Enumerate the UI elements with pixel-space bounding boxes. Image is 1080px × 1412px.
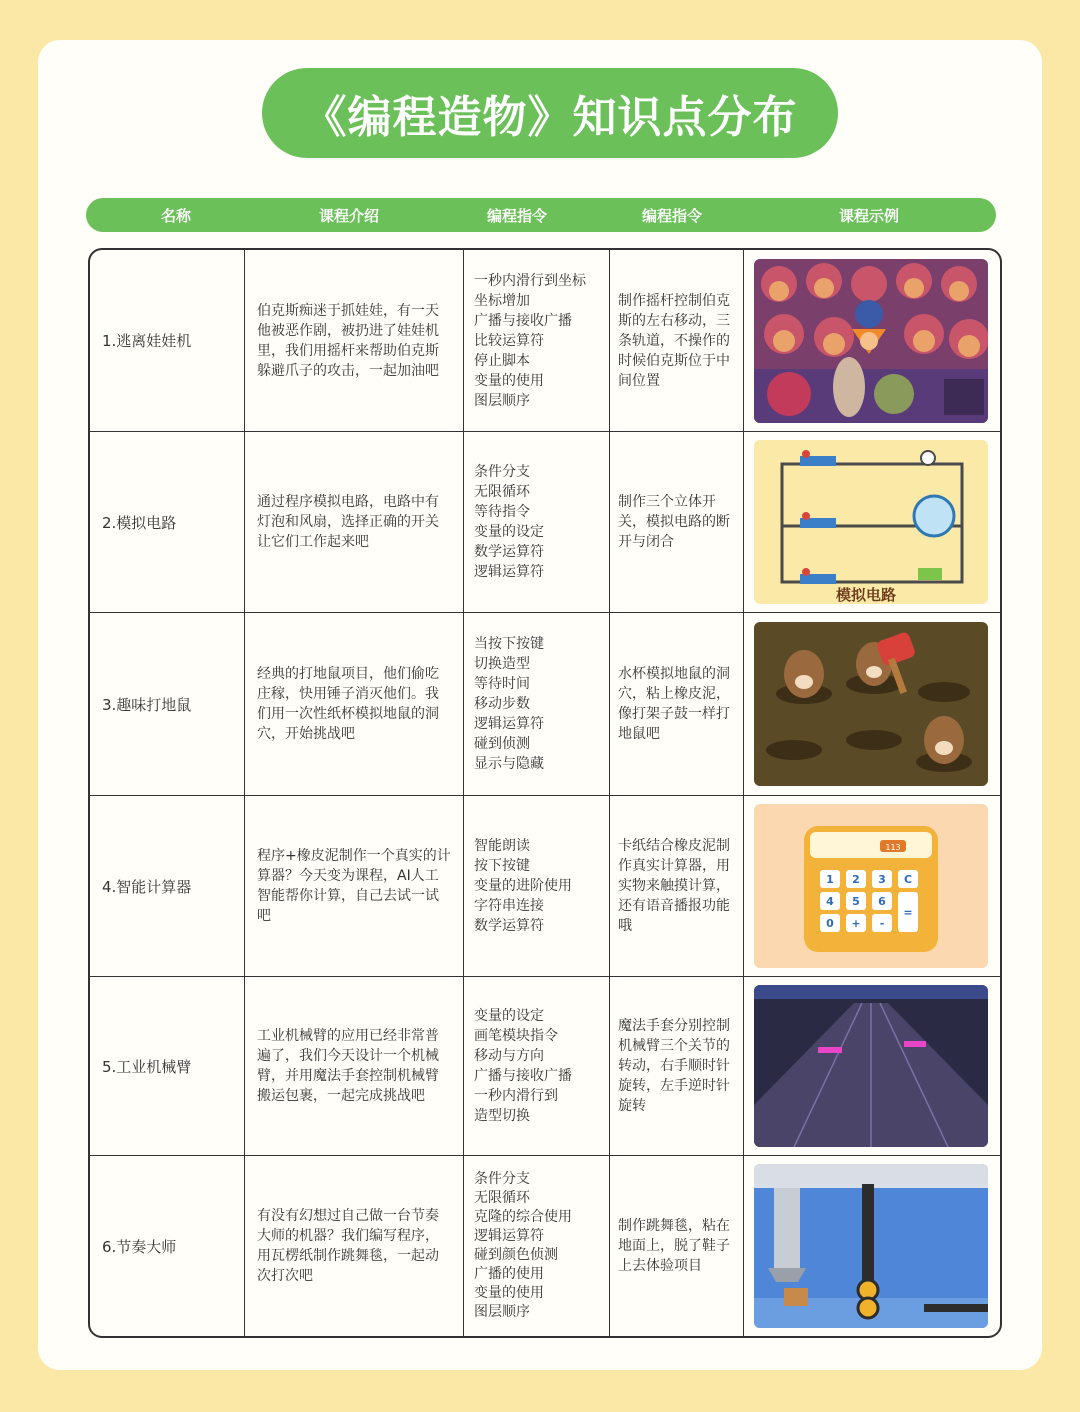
command-item: 广播的使用 — [474, 1266, 544, 1282]
course-description: 卡纸结合橡皮泥制作真实计算器，用实物来触摸计算，还有语音播报功能哦 — [610, 796, 744, 977]
command-list — [464, 432, 610, 613]
calc-key: 5 — [852, 895, 860, 908]
calc-key: 3 — [878, 873, 886, 886]
command-item: 显示与隐藏 — [474, 756, 544, 772]
command-item: 广播与接收广播 — [474, 312, 572, 329]
course-intro: 工业机械臂的应用已经非常普遍了，我们今天设计一个机械臂，并用魔法手套控制机械臂搬运包裹，一起完成挑战吧 — [245, 977, 464, 1156]
course-intro: 有没有幻想过自己做一台节奏大师的机器？我们编写程序，用瓦楞纸制作跳舞毯，一起动次打次吧 — [245, 1156, 464, 1336]
header-intro: 课程介绍 — [318, 206, 379, 225]
command-item: 条件分支 — [474, 1171, 530, 1187]
header-commands-2: 编程指令 — [641, 206, 702, 225]
command-item: 变量的设定 — [474, 1008, 544, 1024]
command-item: 移动与方向 — [474, 1048, 544, 1064]
command-item: 智能朗读 — [474, 838, 530, 854]
course-description: 制作摇杆控制伯克斯的左右移动，三条轨道，不操作的时候伯克斯位于中间位置 — [610, 250, 744, 432]
course-description: 水杯模拟地鼠的洞穴，粘上橡皮泥，像打架子鼓一样打地鼠吧 — [610, 613, 744, 796]
command-item: 图层顺序 — [474, 1304, 530, 1320]
calc-display: 113 — [885, 843, 901, 852]
command-item: 变量的设定 — [474, 524, 544, 540]
calc-key: 1 — [826, 873, 834, 886]
command-item: 无限循环 — [474, 484, 530, 500]
calc-key: 4 — [826, 895, 834, 908]
command-item: 停止脚本 — [474, 352, 530, 369]
table-row — [90, 796, 1000, 977]
command-item: 逻辑运算符 — [474, 1228, 544, 1244]
example-cell — [744, 796, 1000, 977]
command-item: 碰到颜色侦测 — [474, 1247, 558, 1263]
course-name: 2.模拟电路 — [90, 432, 245, 613]
circuit-caption: 模拟电路 — [836, 586, 897, 604]
command-item: 广播与接收广播 — [474, 1068, 572, 1084]
header-name: 名称 — [160, 206, 191, 225]
command-item: 一秒内滑行到坐标 — [474, 272, 586, 289]
calc-key: - — [879, 917, 885, 930]
course-name: 1.逃离娃娃机 — [90, 250, 245, 432]
command-item: 移动步数 — [474, 696, 530, 712]
table-row — [90, 432, 1000, 613]
command-item: 字符串连接 — [474, 898, 544, 914]
command-item: 坐标增加 — [474, 292, 530, 309]
whack-a-mole-image — [754, 622, 988, 786]
page-title: 《编程造物》知识点分布 — [262, 68, 838, 158]
command-item: 变量的使用 — [474, 372, 544, 389]
command-item: 画笔模块指令 — [474, 1028, 558, 1044]
example-cell — [744, 613, 1000, 796]
command-item: 变量的使用 — [474, 1285, 544, 1301]
command-list — [464, 250, 610, 432]
example-cell — [744, 1156, 1000, 1336]
course-name: 5.工业机械臂 — [90, 977, 245, 1156]
command-item: 数学运算符 — [474, 918, 544, 934]
table-header — [86, 198, 996, 232]
header-commands: 编程指令 — [486, 206, 547, 225]
command-item: 碰到侦测 — [474, 736, 530, 752]
course-description: 制作三个立体开关，模拟电路的断开与闭合 — [610, 432, 744, 613]
robot-arm-image — [754, 1164, 988, 1328]
rhythm-lane-image — [754, 985, 988, 1147]
claw-machine-image — [754, 259, 988, 423]
course-intro: 通过程序模拟电路，电路中有灯泡和风扇，选择正确的开关让它们工作起来吧 — [245, 432, 464, 613]
command-item: 等待指令 — [474, 504, 530, 520]
calc-key: 2 — [852, 873, 860, 886]
course-intro: 程序+橡皮泥制作一个真实的计算器？今天变为课程，AI人工智能帮你计算，自己去试一试吧 — [245, 796, 464, 977]
command-item: 逻辑运算符 — [474, 716, 544, 732]
example-cell — [744, 977, 1000, 1156]
command-list — [464, 977, 610, 1156]
table-row — [90, 977, 1000, 1156]
command-item: 切换造型 — [474, 656, 530, 672]
table-row — [90, 613, 1000, 796]
command-item: 比较运算符 — [474, 332, 544, 349]
command-item: 变量的进阶使用 — [474, 878, 572, 894]
calc-key: 0 — [826, 917, 834, 930]
command-item: 按下按键 — [474, 858, 530, 874]
calc-key: = — [903, 906, 913, 919]
calc-key: C — [903, 873, 913, 886]
course-name: 3.趣味打地鼠 — [90, 613, 245, 796]
circuit-image — [754, 440, 988, 604]
command-list — [464, 1156, 610, 1336]
example-cell — [744, 250, 1000, 432]
command-item: 等待时间 — [474, 676, 530, 692]
command-item: 无限循环 — [474, 1190, 530, 1206]
course-description: 制作跳舞毯，粘在地面上，脱了鞋子上去体验项目 — [610, 1156, 744, 1336]
course-name: 6.节奏大师 — [90, 1156, 245, 1336]
course-name: 4.智能计算器 — [90, 796, 245, 977]
course-table — [88, 248, 1002, 1338]
course-intro: 经典的打地鼠项目，他们偷吃庄稼，快用锤子消灭他们。我们用一次性纸杯模拟地鼠的洞穴，开始挑战吧 — [245, 613, 464, 796]
command-list — [464, 613, 610, 796]
command-item: 一秒内滑行到 — [474, 1088, 558, 1104]
command-item: 克隆的综合使用 — [474, 1209, 572, 1225]
command-item: 当按下按键 — [474, 636, 544, 652]
table-row — [90, 1156, 1000, 1336]
calc-key: 6 — [878, 895, 886, 908]
table-row — [90, 250, 1000, 432]
header-example: 课程示例 — [838, 206, 899, 225]
example-cell — [744, 432, 1000, 613]
command-list — [464, 796, 610, 977]
command-item: 图层顺序 — [474, 392, 530, 409]
calc-key: + — [851, 917, 861, 930]
command-item: 条件分支 — [474, 464, 530, 480]
command-item: 数学运算符 — [474, 544, 544, 560]
course-intro: 伯克斯痴迷于抓娃娃，有一天他被恶作剧，被扔进了娃娃机里，我们用摇杆来帮助伯克斯躲避爪子的攻击，一起加油吧 — [245, 250, 464, 432]
command-item: 造型切换 — [474, 1108, 530, 1124]
calculator-image — [754, 804, 988, 968]
course-description: 魔法手套分别控制机械臂三个关节的转动，右手顺时针旋转，左手逆时针旋转 — [610, 977, 744, 1156]
command-item: 逻辑运算符 — [474, 564, 544, 580]
